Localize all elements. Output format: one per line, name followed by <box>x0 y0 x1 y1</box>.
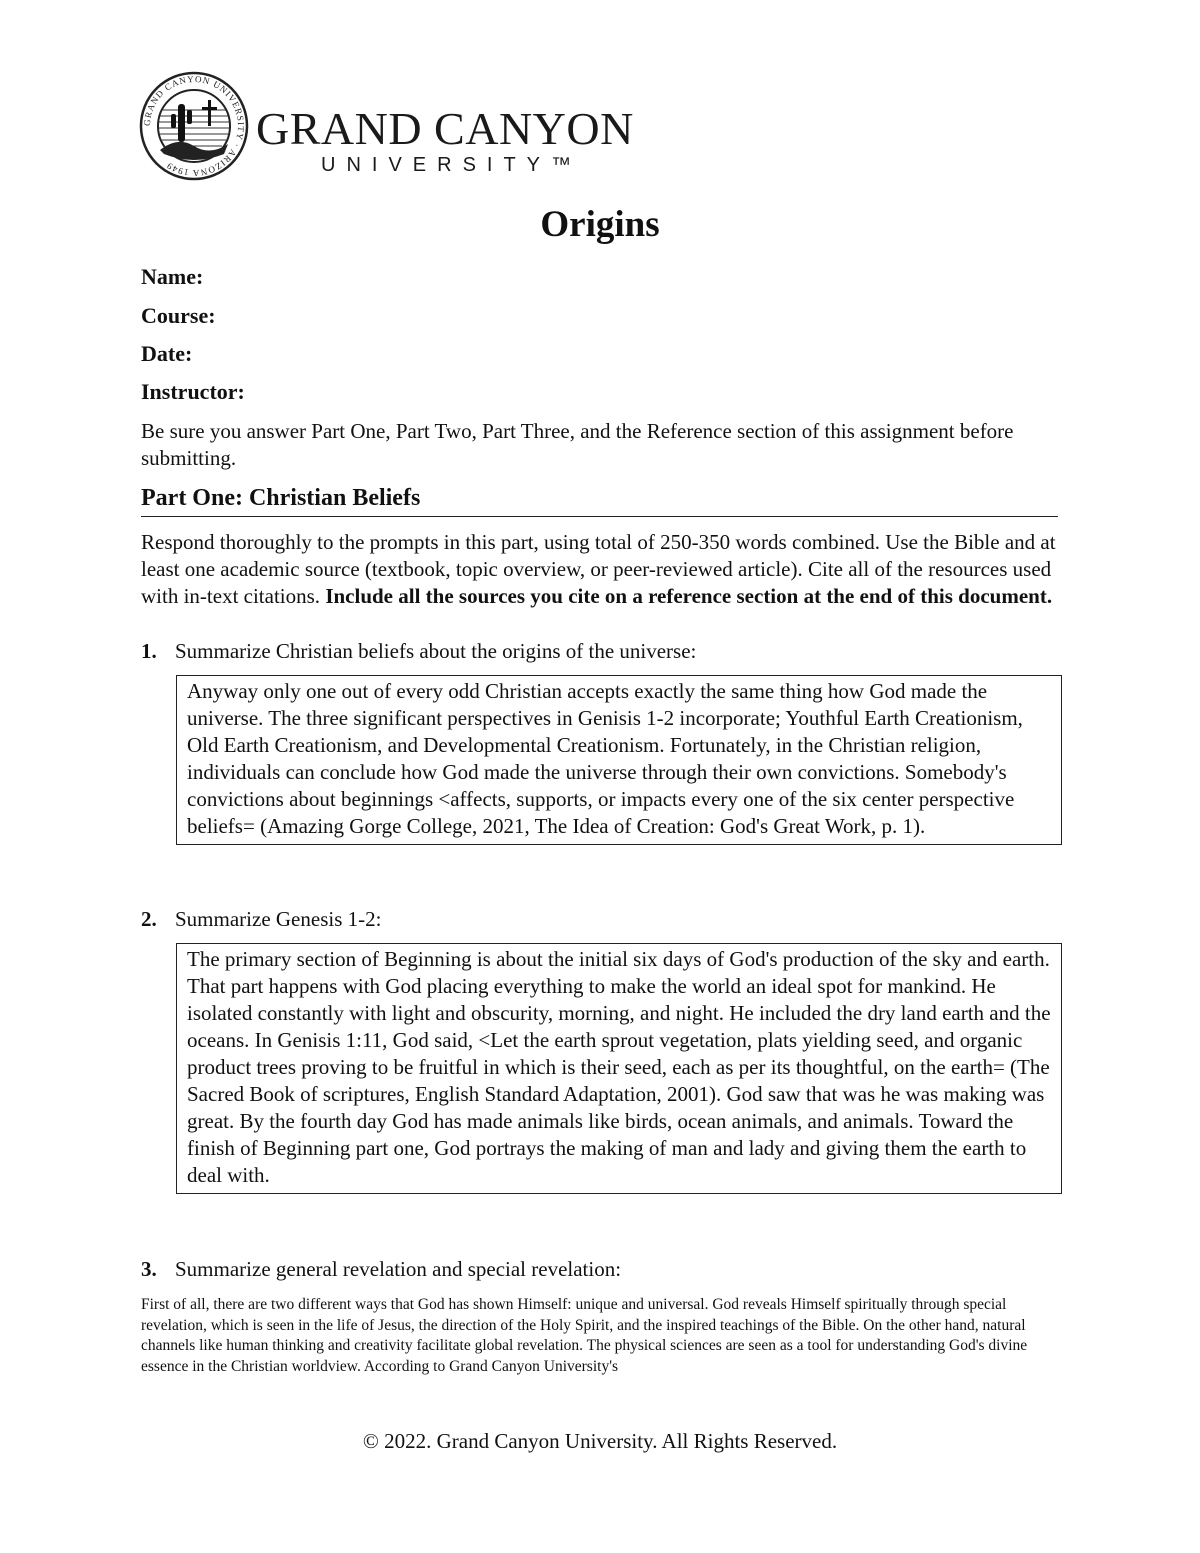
name-field-label: Name: <box>141 264 204 289</box>
question-prompt: Summarize Christian beliefs about the origins of the universe: <box>175 639 697 663</box>
university-logo <box>138 70 634 180</box>
intro-paragraph: Be sure you answer Part One, Part Two, Part Three, and the Reference section of this assignment before submitting. <box>141 419 1014 470</box>
question-number: 2. <box>141 907 157 931</box>
question-prompt: Summarize Genesis 1-2: <box>175 907 382 931</box>
question-prompt: Summarize general revelation and special revelation: <box>175 1257 622 1281</box>
part-one-heading: Part One: Christian Beliefs <box>141 486 1058 517</box>
question-2 <box>141 909 381 930</box>
answer-box-1: Anyway only one out of every odd Christian accepts exactly the same thing how God made the universe. The three significant perspectives in Genisis 1-2 incorporate; Youthful Earth Creationism, Old Earth Creationism, and Developmental Creationism. Fortunately, in the Christian religion, individuals can conclude how God made the universe through their own convictions. Somebody's convictions about beginnings <affects, supports, or impacts every one of the six center perspective beliefs= (Amazing Gorge College, 2021, The Idea of Creation: God's Great Work, p. 1). <box>176 675 1062 845</box>
answer-text-3: First of all, there are two different ways that God has shown Himself: unique and universal. God reveals Himself spiritually through special revelation, which is seen in the life of Jesus, the direction of the Holy Spirit, and the inspired teachings of the Bible. On the other hand, natural channels like human thinking and creativity facilitate global revelation. The physical sciences are seen as a tool for understanding God's divine essence in the Christian worldview. According to Grand Canyon University's <box>141 1296 1028 1375</box>
course-field-label: Course: <box>141 303 216 328</box>
part-one-instructions <box>141 529 1061 610</box>
document-title: Origins <box>540 204 660 245</box>
brand-sub-text: UNIVERSITY™ <box>321 154 583 176</box>
instructor-field-label: Instructor: <box>141 379 245 404</box>
svg-text:GRAND CANYON UNIVERSITY · ARIZ: GRAND CANYON UNIVERSITY · ARIZONA 1949 <box>141 73 247 179</box>
instructions-bold-text: Include all the sources you cite on a reference section at the end of this document. <box>325 584 1053 608</box>
copyright-footer: © 2022. Grand Canyon University. All Rights Reserved. <box>362 1429 838 1453</box>
university-seal-icon <box>138 70 250 182</box>
brand-main-text: GRAND CANYON <box>256 103 634 154</box>
question-3 <box>141 1259 621 1280</box>
question-1 <box>141 641 696 662</box>
date-field-label: Date: <box>141 341 193 366</box>
question-number: 3. <box>141 1257 157 1281</box>
question-number: 1. <box>141 639 157 663</box>
instructions-text: Respond thoroughly to the prompts in this part, using total of 250-350 words combined. Use the Bible and at least one academic source (textbook, topic overview, or peer-reviewed article). Cite all of the resources used with in-text citations. <box>141 530 1056 608</box>
answer-box-2: The primary section of Beginning is about the initial six days of God's production of the sky and earth. That part happens with God placing everything to make the world an ideal spot for mankind. He isolated constantly with light and obscurity, morning, and night. He included the dry land earth and the oceans. In Genisis 1:11, God said, <Let the earth sprout vegetation, plats yielding seed, and organic product trees proving to be fruitful in which is their seed, each as per its thoughtful, on the earth= (The Sacred Book of scriptures, English Standard Adaptation, 2001). God saw that was he was making was great. By the fourth day God has made animals like birds, ocean animals, and animals. Toward the finish of Beginning part one, God portrays the making of man and lady and giving them the earth to deal with. <box>176 943 1062 1194</box>
